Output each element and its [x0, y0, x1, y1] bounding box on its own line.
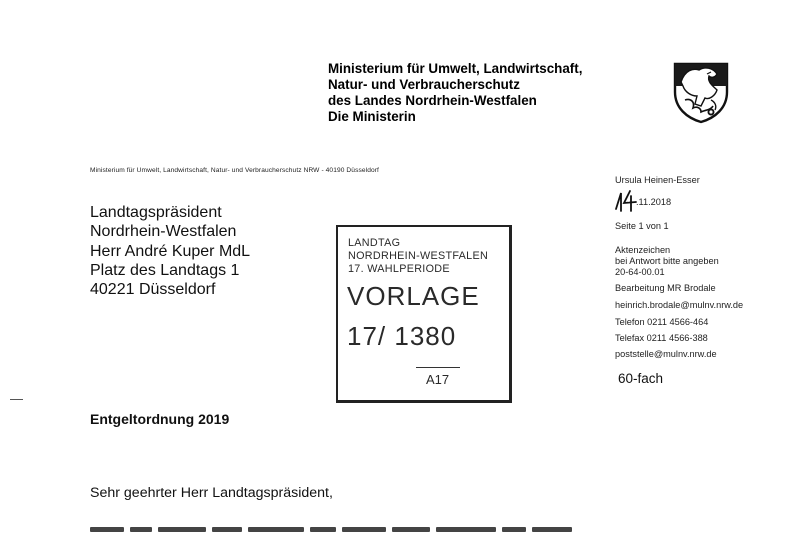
- stamp-line-landtag: LANDTAG: [348, 237, 401, 249]
- recipient-line: Nordrhein-Westfalen: [90, 223, 237, 241]
- copies-count: 60-fach: [618, 371, 664, 386]
- stamp-line-nrw: NORDRHEIN-WESTFALEN: [348, 250, 489, 262]
- letterhead-line: des Landes Nordrhein-Westfalen: [328, 93, 537, 108]
- fax: Telefax 0211 4566-388: [615, 333, 708, 343]
- return-address: Ministerium für Umwelt, Landwirtschaft, Natur- und Verbraucherschutz NRW - 40190 Düsseldorf: [90, 167, 379, 174]
- reference-label: Aktenzeichen: [615, 245, 671, 255]
- stamp-divider: [416, 367, 460, 368]
- handler-email: heinrich.brodale@mulnv.nrw.de: [615, 300, 744, 310]
- page-count: Seite 1 von 1: [615, 221, 669, 231]
- letter-date: .11.2018: [636, 197, 672, 207]
- handwritten-day: 14: [628, 202, 630, 203]
- reference-hint: bei Antwort bitte angeben: [615, 256, 719, 266]
- reference-number: 20-64-00.01: [615, 267, 665, 277]
- fold-mark: [10, 399, 23, 400]
- recipient-line: Platz des Landtags 1: [90, 261, 240, 279]
- landtag-vorlage-stamp: [336, 225, 512, 403]
- letter-subject: Entgeltordnung 2019: [90, 411, 230, 427]
- phone: Telefon 0211 4566-464: [615, 317, 709, 327]
- handwritten-date-icon: [612, 187, 638, 213]
- stamp-number: 17/ 1380: [347, 321, 457, 351]
- recipient-line: Herr André Kuper MdL: [90, 242, 251, 260]
- stamp-title: VORLAGE: [347, 281, 480, 311]
- stamp-committee: A17: [426, 372, 450, 387]
- recipient-line: 40221 Düsseldorf: [90, 281, 216, 299]
- recipient-address: [90, 203, 250, 299]
- cutoff-body-line: [90, 527, 610, 533]
- stamp-line-period: 17. WAHLPERIODE: [348, 263, 450, 275]
- office-email: poststelle@mulnv.nrw.de: [615, 349, 717, 359]
- handler: Bearbeitung MR Brodale: [615, 283, 716, 293]
- minister-name: Ursula Heinen-Esser: [615, 175, 700, 185]
- letterhead-line: Natur- und Verbraucherschutz: [328, 77, 520, 92]
- ministry-letterhead: [328, 61, 582, 125]
- letterhead-line: Die Ministerin: [328, 109, 416, 124]
- recipient-line: Landtagspräsident: [90, 204, 222, 221]
- letterhead-line: Ministerium für Umwelt, Landwirtschaft,: [328, 61, 583, 76]
- nrw-coat-of-arms-icon: [671, 60, 731, 124]
- letter-greeting: Sehr geehrter Herr Landtagspräsident,: [90, 485, 333, 501]
